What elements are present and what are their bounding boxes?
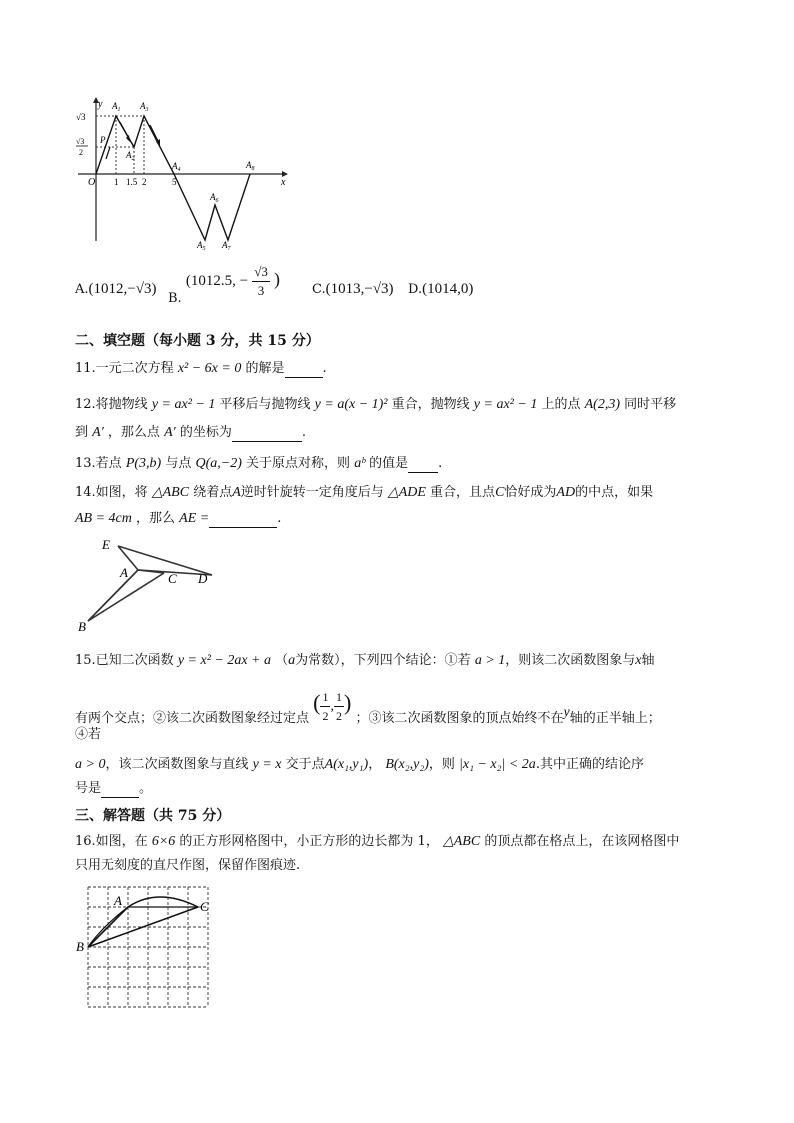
ytick-sqrt3: √3 bbox=[76, 112, 86, 122]
q11: 11.一元二次方程 x² − 6x = 0 的解是 . bbox=[75, 361, 327, 376]
rotation-figure bbox=[74, 535, 224, 635]
label-a8: $A_8$ bbox=[246, 160, 255, 172]
q10-option-c bbox=[312, 280, 394, 299]
label-a4: $A_4$ bbox=[172, 161, 181, 173]
q13-answer-blank[interactable] bbox=[408, 458, 438, 473]
grid-point-a: A bbox=[114, 893, 122, 908]
grid-point-c: C bbox=[200, 899, 209, 914]
point-a: A bbox=[120, 565, 128, 580]
xtick-5: 5 bbox=[172, 177, 177, 187]
q10-option-d bbox=[408, 280, 473, 299]
point-e: E bbox=[102, 537, 110, 552]
option-b-label: B. bbox=[168, 291, 182, 306]
q15-line5: 号是 。 bbox=[75, 781, 153, 796]
label-a6: $A_6$ bbox=[210, 192, 219, 204]
q15-answer-blank[interactable] bbox=[101, 783, 139, 798]
option-b-value-pre: (1012.5, − bbox=[185, 273, 249, 289]
q11-equation: x² − 6x = 0 bbox=[177, 361, 242, 376]
q12-line2: 到 A′ ，那么点 A′ 的坐标为 . bbox=[75, 425, 306, 440]
label-a1: $A_1$ bbox=[112, 101, 121, 113]
zigzag-figure bbox=[70, 95, 290, 250]
option-a-label: A. bbox=[75, 282, 89, 297]
arc-ac bbox=[128, 897, 198, 907]
path-arrow-1 bbox=[120, 122, 128, 137]
q14-line2: AB = 4cm ，那么 AE = . bbox=[75, 511, 282, 526]
label-a2-top: $A_3$ bbox=[140, 101, 149, 113]
q12-answer-blank[interactable] bbox=[232, 427, 302, 442]
grid-lines bbox=[88, 887, 208, 1007]
q16-line1: 16.如图，在 6×6 的正方形网格图中，小正方形的边长都为 1， △ABC 的顶点都在格点上，在该网格图中 bbox=[75, 834, 680, 849]
q15-line2: 有两个交点；②该二次函数图象经过定点 ( $\frac{1}{2}$ , $\frac{1}{2}$ ) ；③该二次函数图象的顶点始终不在y轴的正半轴上； bbox=[75, 690, 661, 726]
xtick-15: 1.5 bbox=[126, 177, 138, 187]
q14-line1: 14.如图，将 △ABC 绕着点A逆时针旋转一定角度后与 △ADE 重合，且点C恰好成为AD的中点，如果 bbox=[75, 485, 654, 500]
ytick-half-den: 2 bbox=[79, 148, 83, 157]
grid-point-b: B bbox=[76, 939, 84, 954]
q10-option-a bbox=[75, 280, 156, 299]
q15-line4: a > 0，该二次函数图象与直线 y = x 交于点A(x₁,y₁)， B(x₂,y₂)，则 |x₁ − x₂| < 2a.其中正确的结论序 bbox=[75, 757, 644, 772]
path-arrow-2 bbox=[150, 125, 158, 141]
q11-answer-blank[interactable] bbox=[285, 363, 323, 378]
option-a-value: (1012,−√3) bbox=[88, 281, 157, 297]
point-c: C bbox=[168, 571, 177, 586]
label-a2: $A_2$ bbox=[126, 150, 135, 162]
option-c-value: (1013,−√3) bbox=[325, 281, 394, 297]
option-b-value-post: ) bbox=[273, 269, 280, 289]
axis-x-label: x bbox=[281, 177, 286, 188]
option-d-value: (1014,0) bbox=[422, 281, 474, 297]
option-b-frac: $\frac{√3}{3}$ bbox=[254, 264, 268, 298]
label-a7: $A_7$ bbox=[222, 240, 231, 250]
xtick-2: 2 bbox=[142, 177, 147, 187]
axis-y-label: y bbox=[98, 99, 103, 110]
q13: 13.若点 P(3,b) 与点 Q(a,−2) 关于原点对称，则 aᵇ 的值是 . bbox=[75, 456, 443, 471]
path-arrow-3 bbox=[106, 147, 110, 159]
rotation-lines bbox=[88, 546, 212, 621]
point-b: B bbox=[78, 619, 86, 634]
section2-heading: 二、填空题（每小题 3 分，共 15 分） bbox=[75, 333, 320, 349]
q15-line3: ④若 bbox=[75, 727, 102, 742]
section3-heading: 三、解答题（共 75 分） bbox=[75, 808, 231, 824]
option-c-label: C. bbox=[312, 282, 326, 297]
origin-label: O bbox=[88, 177, 96, 188]
label-a5: $A_5$ bbox=[197, 240, 206, 250]
xtick-1: 1 bbox=[114, 177, 119, 187]
q12-line1: 12.将抛物线 y = ax² − 1 平移后与抛物线 y = a(x − 1)² 重合，抛物线 y = ax² − 1 上的点 A(2,3) 同时平移 bbox=[75, 397, 677, 412]
point-d: D bbox=[198, 571, 208, 586]
label-p: P bbox=[100, 135, 106, 145]
grid-figure bbox=[72, 883, 222, 1011]
q16-line2: 只用无刻度的直尺作图，保留作图痕迹. bbox=[75, 858, 301, 873]
q10-option-b bbox=[168, 255, 280, 306]
ytick-half-num: √3 bbox=[76, 137, 85, 146]
option-d-label: D. bbox=[408, 282, 423, 297]
q15-line1: 15.已知二次函数 y = x² − 2ax + a （a为常数），下列四个结论：①若 a > 1，则该二次函数图象与x轴 bbox=[75, 653, 655, 668]
q14-answer-blank[interactable] bbox=[209, 513, 277, 528]
